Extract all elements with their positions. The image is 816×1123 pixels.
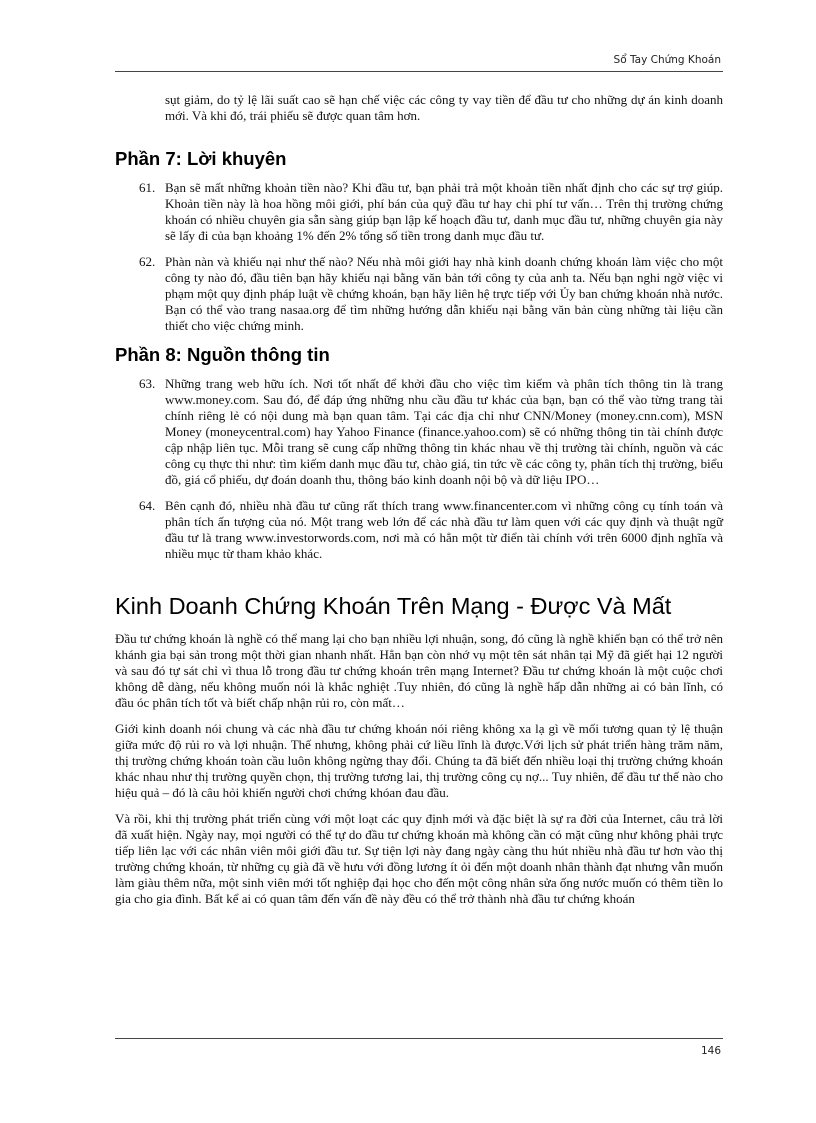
list-item: [115, 376, 723, 488]
running-header: Sổ Tay Chứng Khoán: [613, 54, 721, 66]
section-7-list: [115, 180, 723, 334]
article-title: Kinh Doanh Chứng Khoán Trên Mạng - Được Và Mất: [115, 593, 672, 619]
page-body: [115, 92, 723, 917]
item-text: Bên cạnh đó, nhiều nhà đầu tư cũng rất thích trang www.financenter.com vì những công cụ tính toán và phân tích ấn tượng của nó. Một trang web lớn để các nhà đầu tư làm quen với các quy định và thuật ngữ đầu tư là trang www.investorwords.com, nơi mà có hẳn một từ điển tài chính với trên 6000 định nghĩa và nhiều mục từ tham khảo khác.: [165, 498, 723, 561]
item-number: 62.: [139, 254, 156, 269]
list-item: [115, 498, 723, 562]
list-item: [115, 180, 723, 244]
section-8-heading: Phần 8: Nguồn thông tin: [115, 344, 330, 365]
intro-continuation: sụt giảm, do tỷ lệ lãi suất cao sẽ hạn chế việc các công ty vay tiền để đầu tư cho những dự án kinh doanh mới. Và khi đó, trái phiếu sẽ được quan tâm hơn.: [165, 92, 723, 123]
list-item: [115, 254, 723, 334]
header-divider: [115, 71, 723, 72]
item-text: Bạn sẽ mất những khoản tiền nào? Khi đầu tư, bạn phải trả một khoản tiền nhất định cho các sự trợ giúp. Khoản tiền này là hoa hồng môi giới, phí bán của quỹ đầu tư hay chi phí tư vấn… Trên thị trường chứng khoán có nhiều chuyên gia sẵn sàng giúp bạn lập kế hoạch đầu tư, danh mục đầu tư, những chuyên gia này sẽ lấy đi của bạn khoảng 1% đến 2% tổng số tiền trong danh mục đầu tư.: [165, 180, 723, 243]
item-text: Những trang web hữu ích. Nơi tốt nhất để khởi đầu cho việc tìm kiếm và phân tích thông tin là trang www.money.com. Sau đó, để đáp ứng những nhu cầu đầu tư khác của bạn, bạn có thể vào từng trang tài chính riêng lẻ có nội dung mà bạn quan tâm. Tại các địa chỉ như CNN/Money (money.cnn.com), MSN Money (moneycentral.com) hay Yahoo Finance (finance.yahoo.com) sẽ có những thông tin tài chính được cập nhập liên tục. Mỗi trang sẽ cung cấp những thông tin khác nhau về thị trường tài chính, nguồn và các công cụ thực thi như: tìm kiếm danh mục đầu tư, chào giá, tin tức về các công ty, phân tích thị trường, biểu đồ, giá cổ phiếu, dự đoán doanh thu, thông báo kinh doanh nội bộ và dữ liệu IPO…: [165, 376, 723, 487]
item-text: Phàn nàn và khiếu nại như thế nào? Nếu nhà môi giới hay nhà kinh doanh chứng khoán làm việc cho một công ty nào đó, đầu tiên bạn hãy khiếu nại bằng văn bản tới công ty của anh ta. Nếu bạn nghi ngờ việc vi phạm một quy định pháp luật về chứng khoán, bạn hãy liên hệ trực tiếp với Ủy ban chứng khoán nhà nước. Bạn có thể vào trang nasaa.org để tìm những hướng dẫn khiếu nại bằng văn bản cùng những tài liệu cần thiết cho việc chứng minh.: [165, 254, 723, 333]
section-8-list: [115, 376, 723, 562]
article-paragraph: Giới kinh doanh nói chung và các nhà đầu tư chứng khoán nói riêng không xa lạ gì về mối tương quan tỷ lệ thuận giữa mức độ rủi ro và lợi nhuận. Thế nhưng, không phải cứ liều lĩnh là được.Với lịch sử phát triển hàng trăm năm, thị trường chứng khoán toàn cầu luôn không ngừng thay đổi. Chúng ta đã biết đến nhiều loại thị trường chứng khoán khác nhau như thị trường quyền chọn, thị trường tương lai, thị trường công cụ nợ... Tuy nhiên, để đầu tư thế nào cho hiệu quả – đó là câu hỏi khiến người chơi chứng khóan đau đầu.: [115, 721, 723, 800]
article-paragraph: Đầu tư chứng khoán là nghề có thể mang lại cho bạn nhiều lợi nhuận, song, đó cũng là nghề khiến bạn có thể trở nên khánh gia bại sản trong một thời gian nhanh nhất. Hẳn bạn còn nhớ vụ một tên sát nhân tại Mỹ đã giết hại 12 người và sau đó tự sát chỉ vì thua lỗ trong đầu tư chứng khoán trên mạng Internet? Đầu tư chứng khoán là một cuộc chơi không dễ dàng, nếu không muốn nói là khắc nghiệt .Tuy nhiên, đó cũng là nghề hấp dẫn những ai có bản lĩnh, có đầu óc phân tích tốt và biết chấp nhận rủi ro, còn mất…: [115, 631, 723, 710]
item-number: 64.: [139, 498, 156, 513]
item-number: 61.: [139, 180, 156, 195]
section-7-heading: Phần 7: Lời khuyên: [115, 148, 287, 169]
footer-divider: [115, 1038, 723, 1039]
article-paragraph: Và rồi, khi thị trường phát triển cùng với một loạt các quy định mới và đặc biệt là sự ra đời của Internet, câu trả lời đã xuất hiện. Ngày nay, mọi người có thể tự do đầu tư chứng khoán mà không cần có mặt cũng như không phải trực tiếp liên lạc với các nhân viên môi giới đầu tư. Sự tiện lợi này đang ngày càng thu hút nhiều nhà đầu tư hơn vào thị trường chứng khoán, từ những cụ già đã về hưu với đồng lương ít ỏi đến một doanh nhân thành đạt nhưng vẫn muốn làm giàu thêm nữa, một sinh viên mới tốt nghiệp đại học cho đến một công nhân sửa ống nước muốn có thêm tiền lo gia cho gia đình. Bất kể ai có quan tâm đến vấn đề này đều có thể trở thành nhà đầu tư chứng khoán: [115, 811, 723, 906]
item-number: 63.: [139, 376, 156, 391]
spacer: [115, 572, 723, 592]
page-number: 146: [700, 1045, 721, 1057]
